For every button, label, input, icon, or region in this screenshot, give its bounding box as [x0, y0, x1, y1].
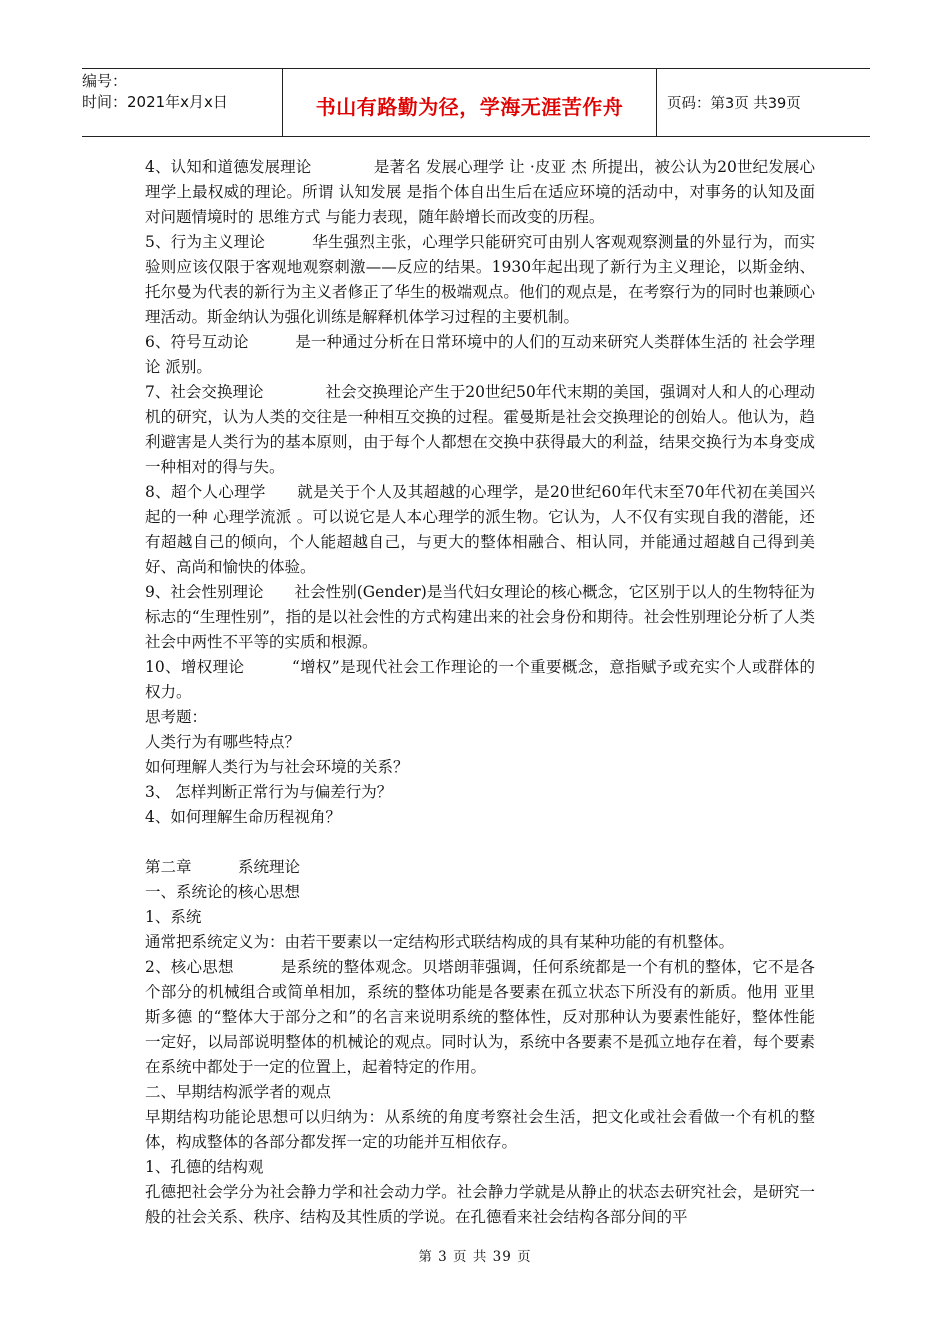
paragraph: 4、认知和道德发展理论 是著名 发展心理学 让 ·皮亚 杰 所提出，被公认为20世纪发展心理学上最权威的理论。所谓 认知发展 是指个体自出生后在适应环境的活动中，对事务的认知及面对问题情境时的 思维方式 与能力表现，随年龄增长而改变的历程。	[145, 158, 815, 226]
header-page-cell	[659, 69, 870, 136]
paragraph: 通常把系统定义为：由若干要素以一定结构形式联结构成的具有某种功能的有机整体。	[145, 933, 735, 951]
paragraph: 早期结构功能论思想可以归纳为：从系统的角度考察社会生活，把文化或社会看做一个有机的整体，构成整体的各部分都发挥一定的功能并互相依存。	[145, 1108, 815, 1151]
question-item: 4、如何理解生命历程视角？	[145, 808, 341, 826]
time-label: 时间：2021年x月x日	[82, 93, 228, 111]
number-label: 编号：	[82, 72, 128, 90]
chapter-heading: 第二章 系统理论	[145, 858, 301, 876]
question-item: 3、 怎样判断正常行为与偏差行为？	[145, 783, 393, 801]
document-body	[145, 155, 815, 1230]
question-item: 人类行为有哪些特点？	[145, 733, 301, 751]
paragraph: 10、增权理论 “增权”是现代社会工作理论的一个重要概念，意指赋予或充实个人或群体的权力。	[145, 658, 815, 701]
paragraph: 7、社会交换理论 社会交换理论产生于20世纪50年代末期的美国，强调对人和人的心理动机的研究，认为人类的交往是一种相互交换的过程。霍曼斯是社会交换理论的创始人。他认为，趋利避害是人类行为的基本原则，由于每个人都想在交换中获得最大的利益，结果交换行为本身变成一种相对的得与失。	[145, 383, 815, 476]
subsection-heading: 1、系统	[145, 908, 202, 926]
page-label: 页码：第3页 共39页	[667, 96, 801, 112]
question-heading: 思考题：	[145, 708, 208, 726]
page-footer: 第 3 页 共 39 页	[418, 1249, 532, 1265]
subsection-heading: 1、孔德的结构观	[145, 1158, 264, 1176]
paragraph: 6、符号互动论 是一种通过分析在日常环境中的人们的互动来研究人类群体生活的 社会学理论 派别。	[145, 333, 815, 376]
paragraph: 8、超个人心理学 就是关于个人及其超越的心理学，是20世纪60年代末至70年代初在美国兴起的一种 心理学流派 。可以说它是人本心理学的派生物。它认为，人不仅有实现自我的潜能，还有超越自己的倾向，个人能超越自己，与更大的整体相融合、相认同，并能通过超越自己得到美好、高尚和愉快的体验。	[145, 483, 815, 576]
page-header	[82, 68, 870, 137]
section-heading: 一、系统论的核心思想	[145, 883, 301, 901]
section-heading: 二、早期结构派学者的观点	[145, 1083, 332, 1101]
question-item: 如何理解人类行为与社会环境的关系？	[145, 758, 409, 776]
motto-text: 书山有路勤为径，学海无涯苦作舟	[315, 95, 624, 119]
paragraph: 2、核心思想 是系统的整体观念。贝塔朗菲强调，任何系统都是一个有机的整体，它不是各个部分的机械组合或简单相加，系统的整体功能是各要素在孤立状态下所没有的新质。他用 亚里斯多德 的“整体大于部分之和”的名言来说明系统的整体性，反对那种认为要素性能好，整体性能一定好，以局部说明整体的机械论的观点。同时认为，系统中各要素不是孤立地存在着，每个要素在系统中都处于一定的位置上，起着特定的作用。	[145, 958, 815, 1076]
paragraph: 孔德把社会学分为社会静力学和社会动力学。社会静力学就是从静止的状态去研究社会，是研究一般的社会关系、秩序、结构及其性质的学说。在孔德看来社会结构各部分间的平	[145, 1183, 815, 1226]
paragraph: 5、行为主义理论 华生强烈主张，心理学只能研究可由别人客观观察测量的外显行为，而实验则应该仅限于客观地观察刺激——反应的结果。1930年起出现了新行为主义理论，以斯金纳、托尔曼为代表的新行为主义者修正了华生的极端观点。他们的观点是，在考察行为的同时也兼顾心理活动。斯金纳认为强化训练是解释机体学习过程的主要机制。	[145, 233, 815, 326]
header-meta	[82, 69, 282, 138]
paragraph: 9、社会性别理论 社会性别(Gender)是当代妇女理论的核心概念，它区别于以人的生物特征为标志的“生理性别”，指的是以社会性的方式构建出来的社会身份和期待。社会性别理论分析了人类社会中两性不平等的实质和根源。	[145, 583, 815, 651]
header-motto-cell	[282, 69, 657, 136]
